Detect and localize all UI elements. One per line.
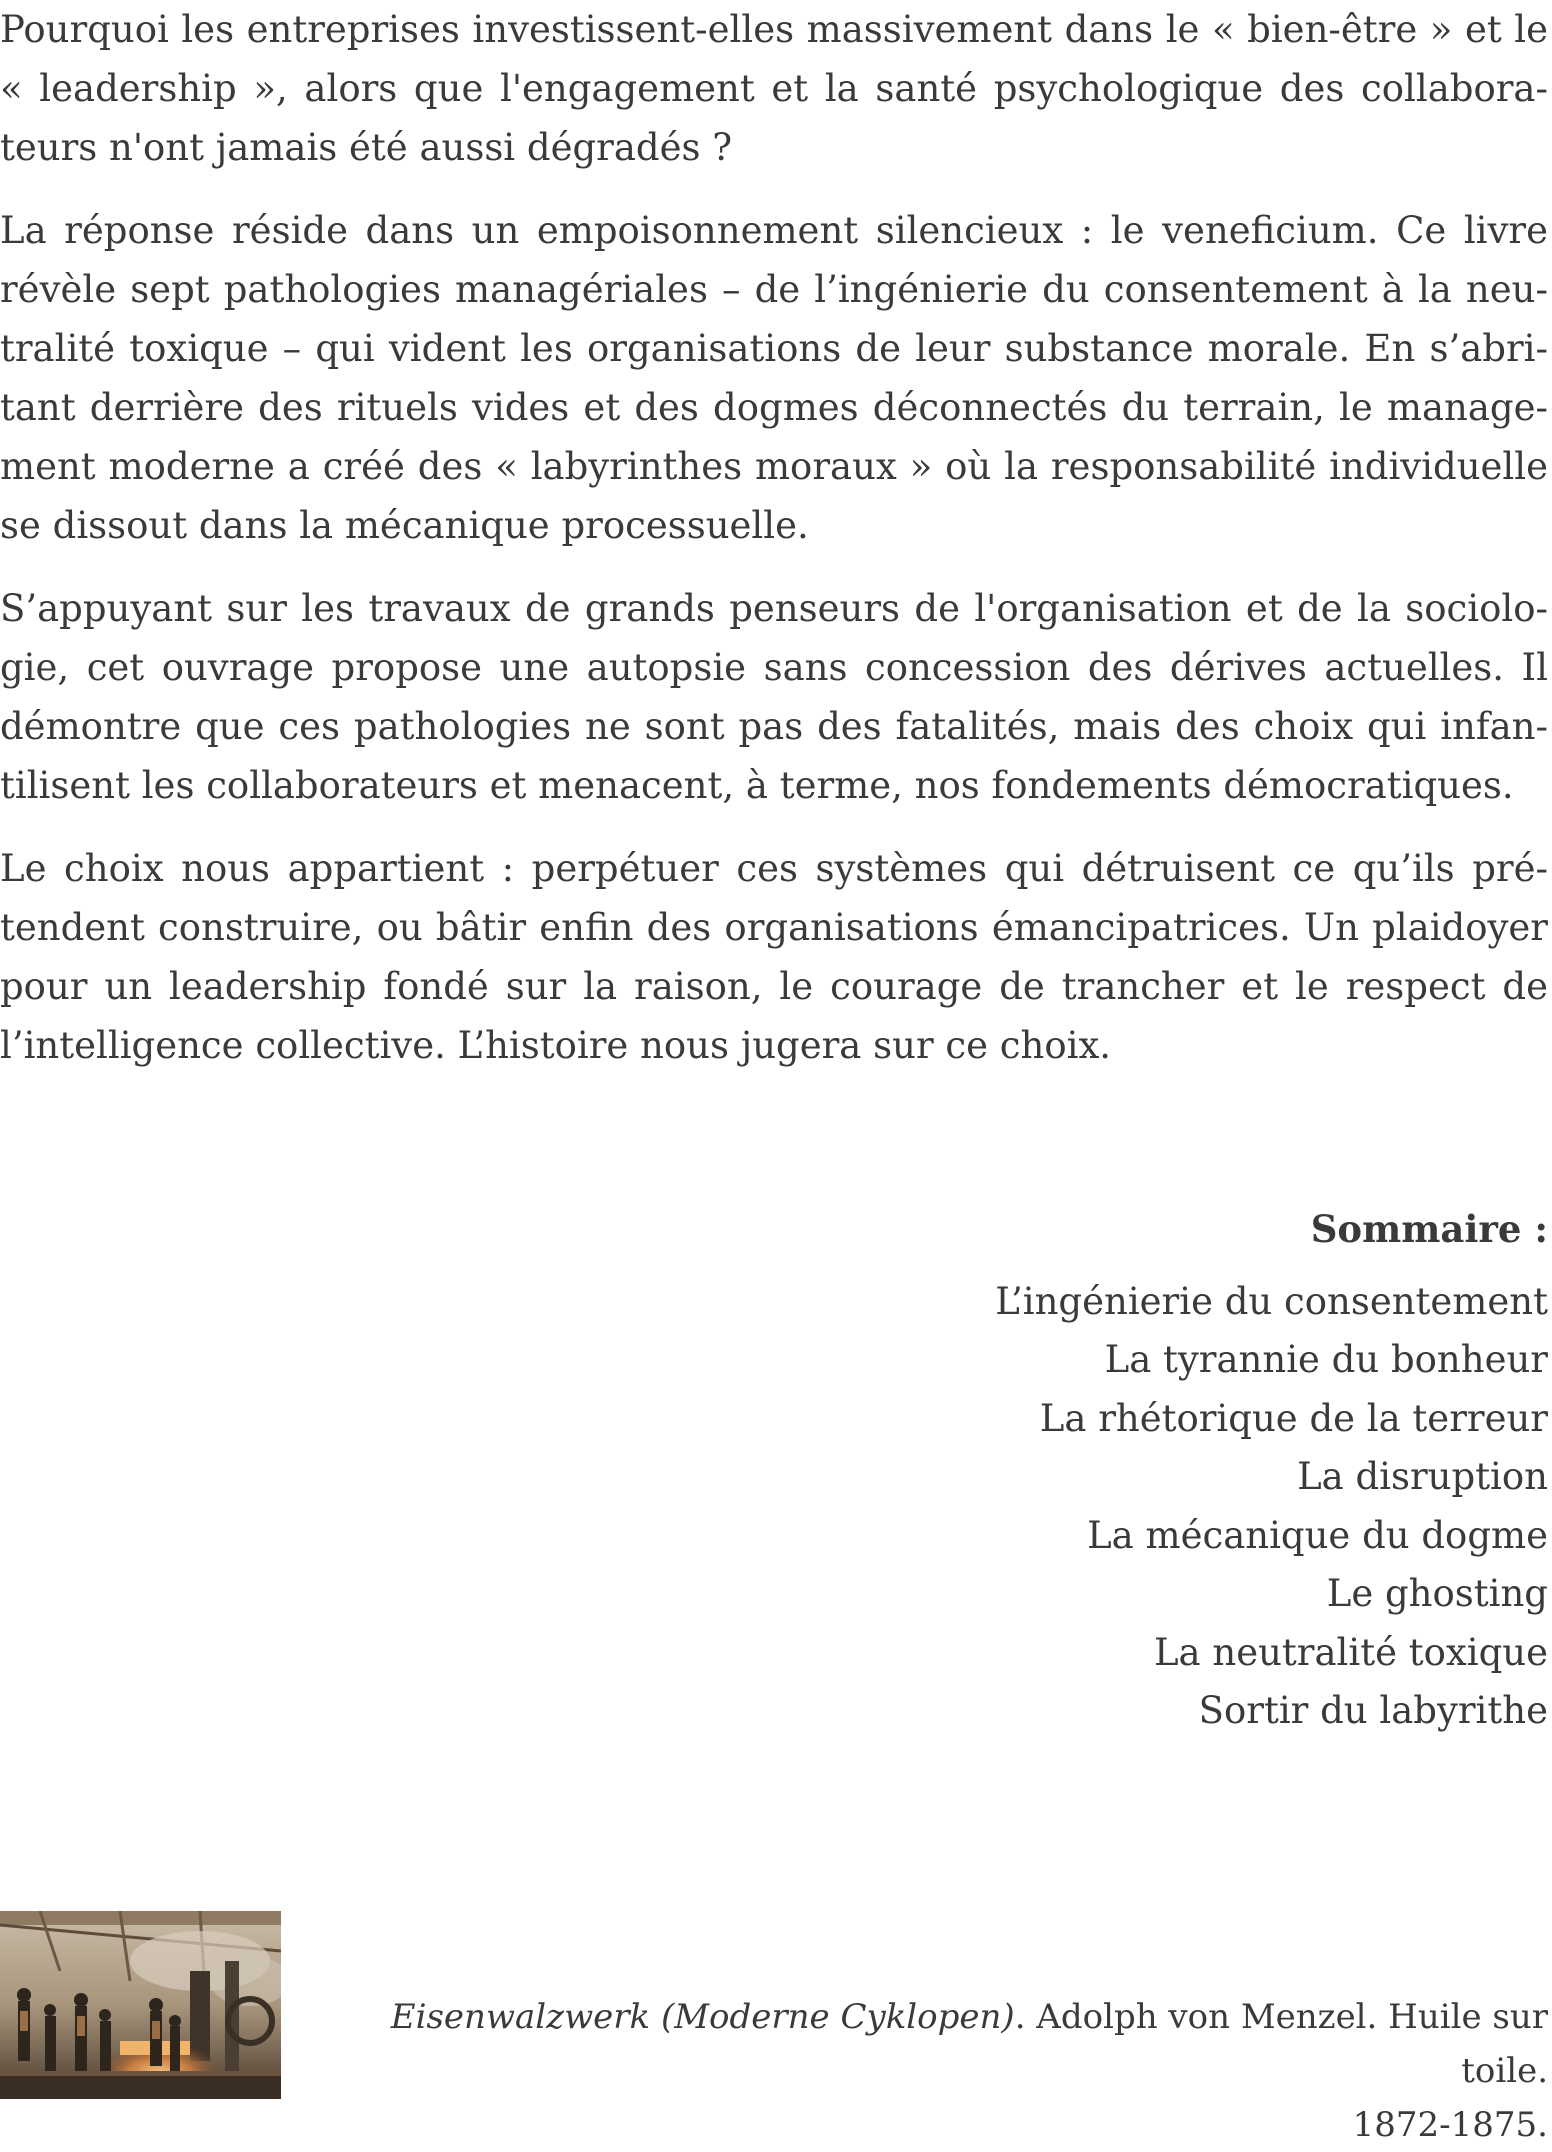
toc-item: La neutralité toxique bbox=[1153, 1630, 1548, 1674]
painting-caption bbox=[308, 1990, 1548, 2152]
paragraph-2: La réponse réside dans un empoisonnement silencieux : le veneficium. Ce livre révèle sept pathologies managériales – de l’ingénierie du consentement à la neutralité toxique – qui vident les organisations de leur substance morale. En s’abritant derrière des rituels vides et des dogmes déconnectés du terrain, le management moderne a créé des « labyrinthes moraux » où la responsabilité individuelle se dissout dans la mécanique processuelle. bbox=[0, 209, 1548, 547]
toc-item: L’ingénierie du consentement bbox=[995, 1279, 1548, 1323]
paragraph-4: Le choix nous appartient : perpétuer ces systèmes qui détruisent ce qu’ils prétendent construire, ou bâtir enfin des organisations émancipatrices. Un plaidoyer pour un leadership fondé sur la raison, le courage de trancher et le respect de l’intelligence collective. L’histoire nous jugera sur ce choix. bbox=[0, 847, 1548, 1067]
painting-image bbox=[0, 1911, 281, 2099]
toc-item: Le ghosting bbox=[1326, 1572, 1548, 1615]
paragraph-3: S’appuyant sur les travaux de grands penseurs de l'organisation et de la sociologie, cet ouvrage propose une autopsie sans concession des dérives actuelles. Il démontre que ces pathologies ne sont pas des fatalités, mais des choix qui infantilisent les collaborateurs et menacent, à terme, nos fondements démocratiques. bbox=[0, 587, 1548, 807]
toc-item: Sortir du labyrithe bbox=[1198, 1689, 1548, 1732]
toc-list bbox=[995, 1273, 1548, 1741]
toc-item: La rhétorique de la terreur bbox=[1039, 1396, 1548, 1440]
toc-title: Sommaire : bbox=[1310, 1207, 1548, 1251]
caption-details: . Adolph von Menzel. Huile sur toile. bbox=[1014, 1997, 1548, 2091]
paragraph-1: Pourquoi les entreprises investissent-elles massivement dans le « bien-être » et le « leadership », alors que l'engagement et la santé psychologique des collaborateurs n'ont jamais été aussi dégradés ? bbox=[0, 8, 1548, 169]
toc-item: La mécanique du dogme bbox=[1087, 1513, 1548, 1557]
caption-title: Eisenwalzwerk (Moderne Cyklopen) bbox=[390, 1997, 1015, 2037]
caption-line bbox=[308, 1990, 1548, 2098]
toc-item: La tyrannie du bonheur bbox=[1104, 1338, 1548, 1381]
painting-thumbnail-icon bbox=[0, 1911, 281, 2099]
caption-dates: 1872-1875. bbox=[1352, 2105, 1548, 2145]
toc-item: La disruption bbox=[1297, 1455, 1548, 1498]
table-of-contents bbox=[995, 1200, 1548, 1741]
